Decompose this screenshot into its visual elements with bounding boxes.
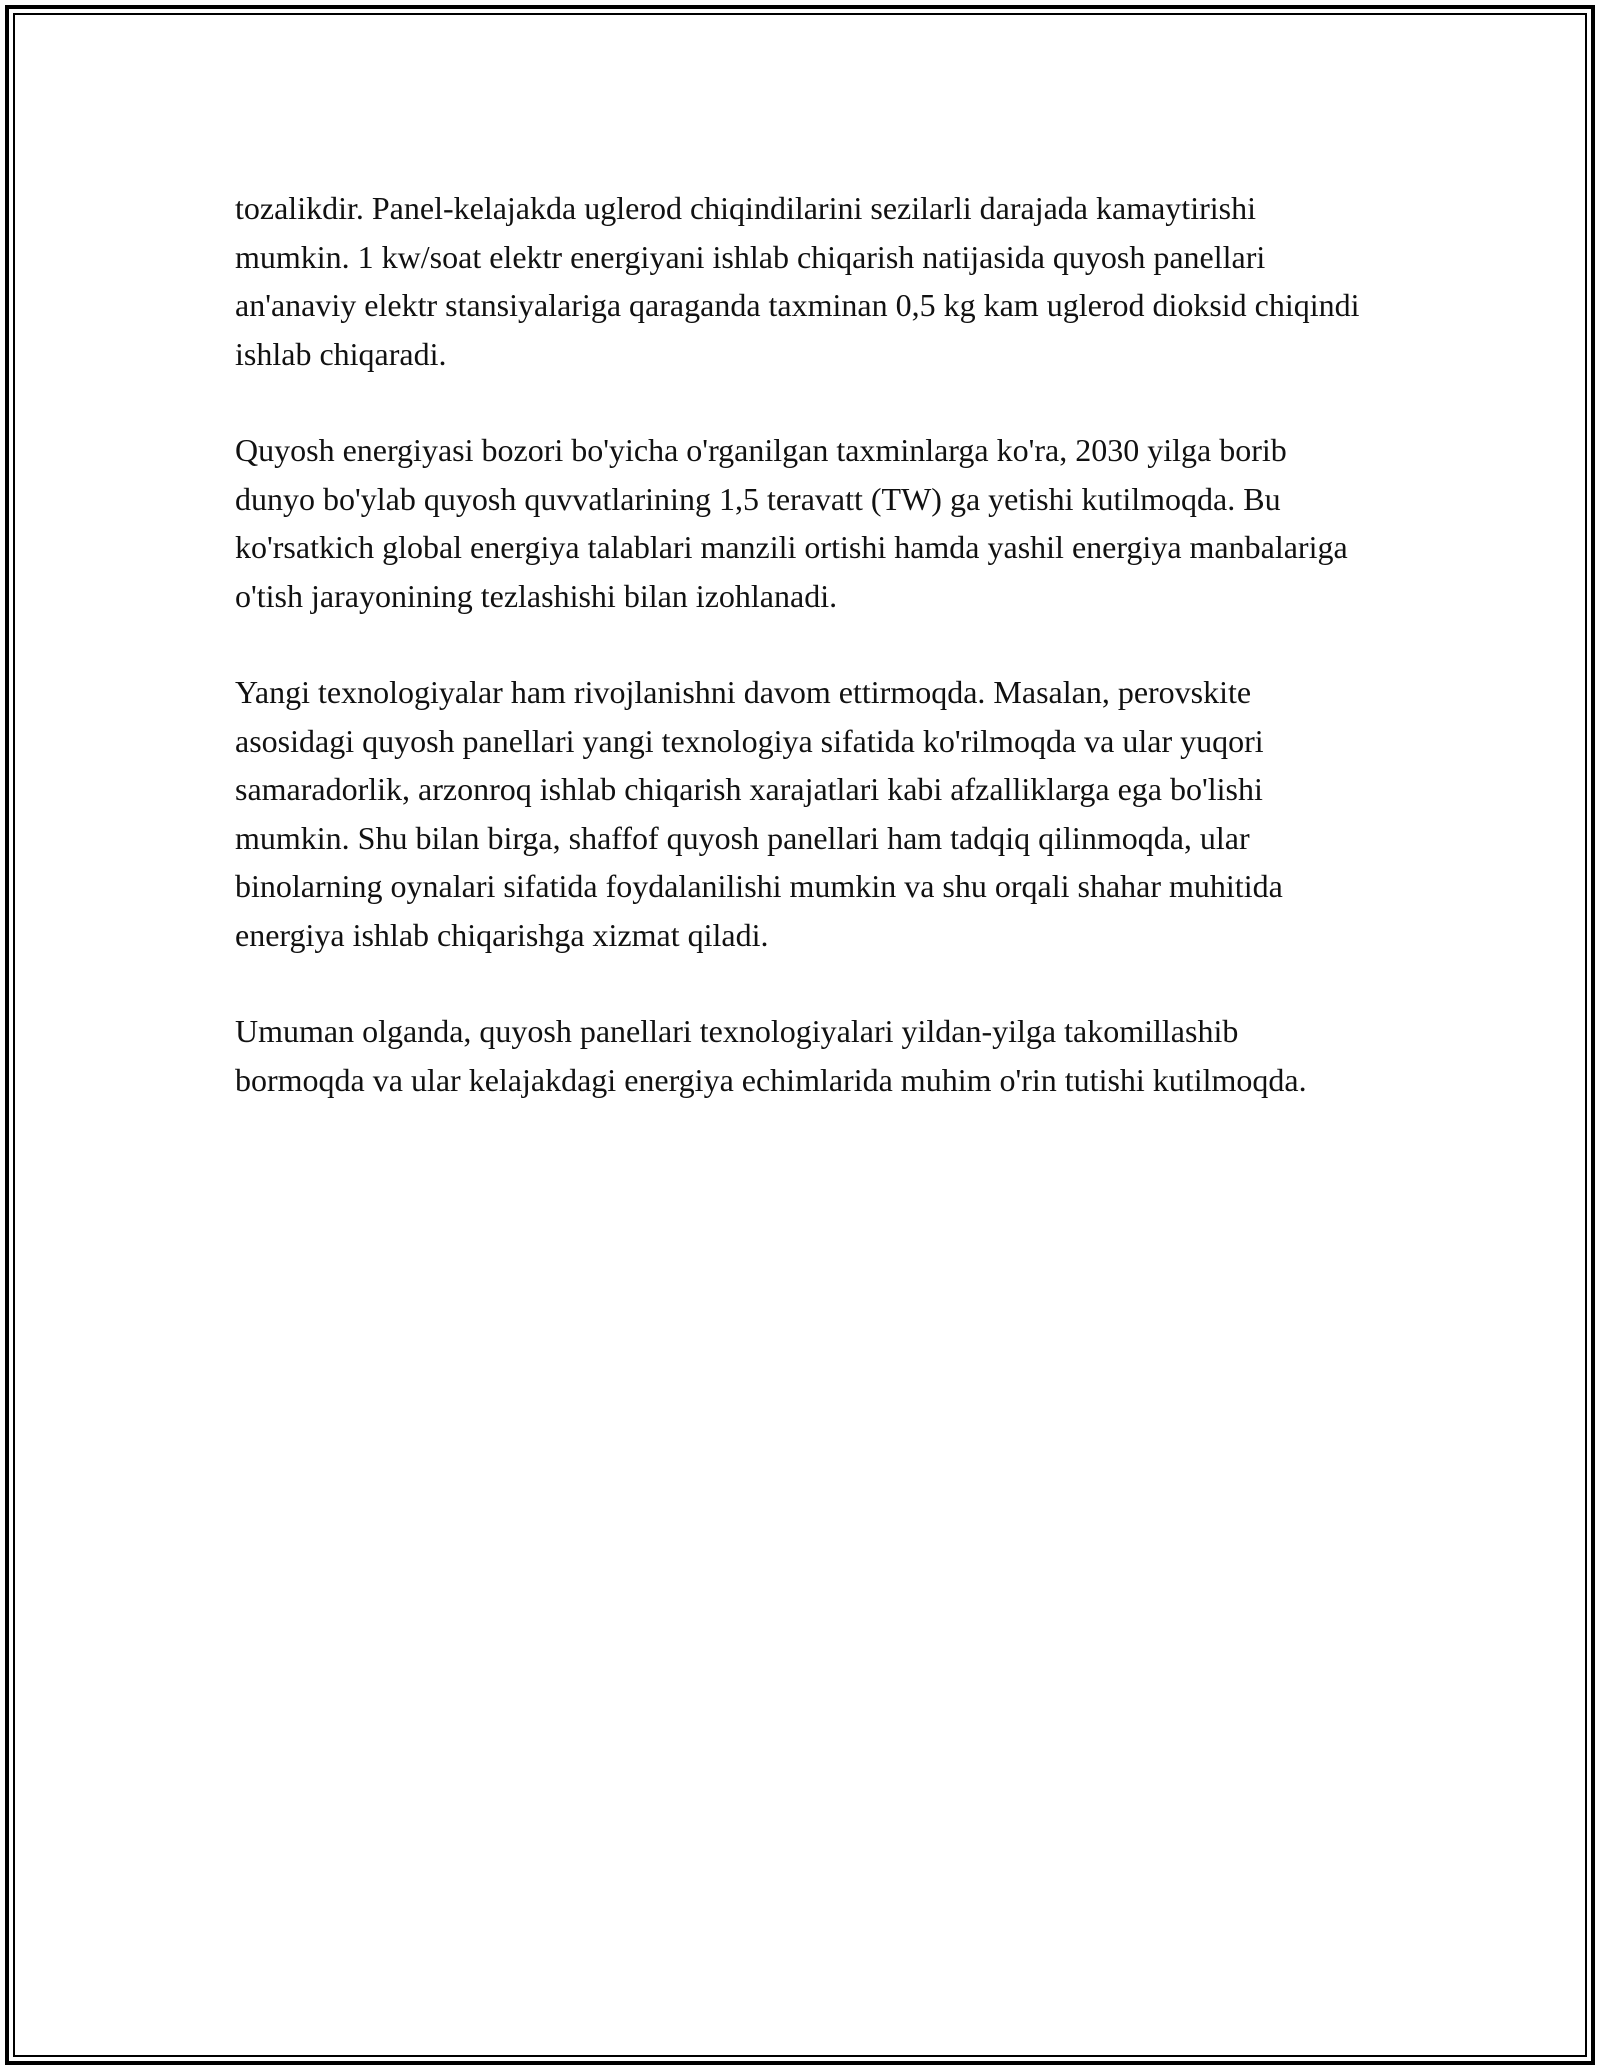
paragraph-1: tozalikdir. Panel-kelajakda uglerod chiqindilarini sezilarli darajada kamaytirishi mumkin. 1 kw/soat elektr energiyani ishlab chiqarish natijasida quyosh panellari an'anaviy elektr stansiyalariga qaraganda taxminan 0,5 kg kam uglerod dioksid chiqindi ishlab chiqaradi.	[235, 190, 1360, 372]
paragraph-4: Umuman olganda, quyosh panellari texnologiyalari yildan-yilga takomillashib bormoqda va ular kelajakdagi energiya echimlarida muhim o'rin tutishi kutilmoqda.	[235, 1013, 1307, 1098]
document-body	[235, 184, 1365, 1152]
paragraph-2: Quyosh energiyasi bozori bo'yicha o'rganilgan taxminlarga ko'ra, 2030 yilga borib dunyo bo'ylab quyosh quvvatlarining 1,5 teravatt (TW) ga yetishi kutilmoqda. Bu ko'rsatkich global energiya talablari manzili ortishi hamda yashil energiya manbalariga o'tish jarayonining tezlashishi bilan izohlanadi.	[235, 432, 1348, 614]
paragraph-3: Yangi texnologiyalar ham rivojlanishni davom ettirmoqda. Masalan, perovskite asosidagi quyosh panellari yangi texnologiya sifatida ko'rilmoqda va ular yuqori samaradorlik, arzonroq ishlab chiqarish xarajatlari kabi afzalliklarga ega bo'lishi mumkin. Shu bilan birga, shaffof quyosh panellari ham tadqiq qilinmoqda, ular binolarning oynalari sifatida foydalanilishi mumkin va shu orqali shahar muhitida energiya ishlab chiqarishga xizmat qiladi.	[235, 674, 1283, 953]
